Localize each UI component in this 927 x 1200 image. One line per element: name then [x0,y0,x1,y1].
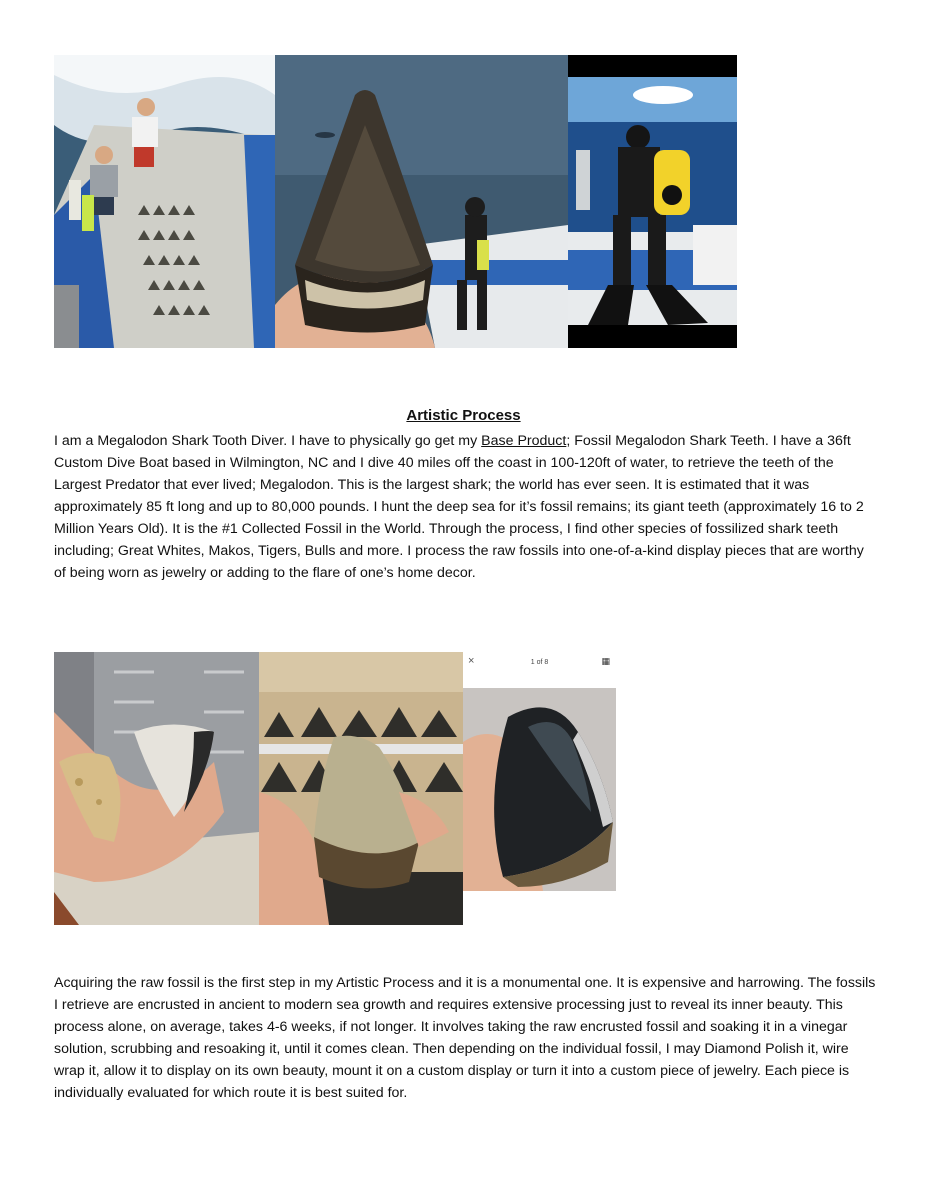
section-heading: Artistic Process [406,407,521,425]
intro-text-start: I am a Megalodon Shark Tooth Diver. I have to physically go get my [54,433,482,449]
encrusted-teeth-photo [54,652,259,925]
intro-text-end: ; Fossil Megalodon Shark Teeth. I have a 36ft Custom Dive Boat based in Wilmington, NC and I dive 40 miles off the coast in 100-120ft of water, to retrieve the teeth of the Largest Predator that ever lived; Megalodon. This is the largest shark; the world has ever seen. It is estimated that it was approximately 85 ft long and up to 80,000 pounds. I hunt the deep sea for it’s fossil remains; its giant teeth (approximately 16 to 2 Million Years Old). It is the #1 Collected Fossil in the World. Through the process, I find other species of fossilized shark teeth including; Great Whites, Makos, Tigers, Bulls and more. I process the raw fossils into one-of-a-kind display pieces that are worthy of being worn as jewelry or adding to the flare of one’s home decor. [54,433,864,581]
tooth-at-sea-photo [275,55,568,348]
polished-tooth-photo [463,652,616,891]
process-paragraph: Acquiring the raw fossil is the first step in my Artistic Process and it is a monumental one. It is expensive and harrowing. The fossils I retrieve are encrusted in ancient to modern sea growth and requires extensive processing just to reveal its inner beauty. This process alone, on average, takes 4-6 weeks, if not longer. It involves taking the raw encrusted fossil and soaking it in a vinegar solution, scrubbing and resoaking it, until it comes clean. Then depending on the individual fossil, I may Diamond Polish it, wire wrap it, allow it to display on its own beauty, mount it on a custom display or turn it into a custom piece of jewelry. Each piece is individually evaluated for which route it is best suited for. [54,975,876,1101]
diver-photo [568,55,737,348]
bottom-photo-row [54,652,616,925]
image-counter: 1 of 8 [530,659,549,666]
image-viewer-bar [463,652,616,688]
top-photo-row [54,55,737,348]
grid-view-icon[interactable]: ▦ [601,656,610,666]
boat-deck-photo [54,55,275,348]
close-icon[interactable]: × [468,655,475,667]
base-product-link[interactable]: Base Product [481,433,567,449]
intro-paragraph [54,430,876,584]
tooth-collection-photo [259,652,463,925]
